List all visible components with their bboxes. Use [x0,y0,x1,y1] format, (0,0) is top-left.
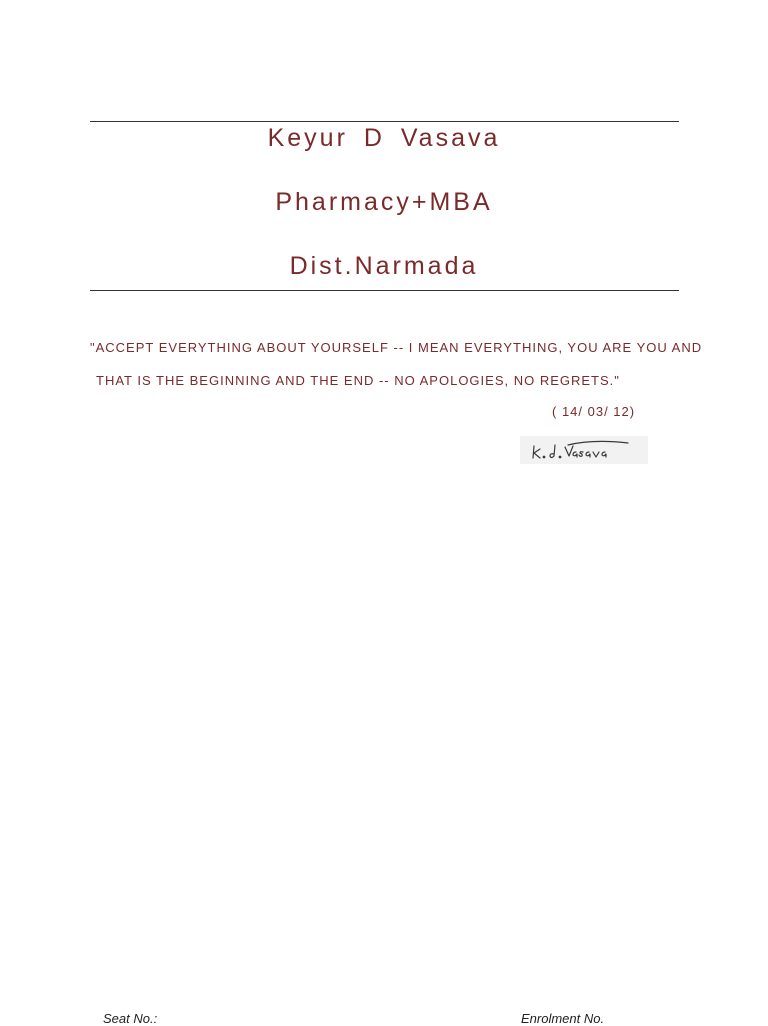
handwritten-signature [520,436,648,464]
quote-date: ( 14/ 03/ 12) [552,404,636,419]
author-name: Keyur D Vasava [267,124,501,152]
seat-number-label: Seat No.: [103,1011,158,1026]
author-district: Dist.Narmada [289,252,479,280]
enrolment-number-label: Enrolment No. [521,1011,605,1026]
quote-line-2: THAT IS THE BEGINNING AND THE END -- NO APOLOGIES, NO REGRETS." [96,373,620,388]
quote-line-1: "ACCEPT EVERYTHING ABOUT YOURSELF -- I MEAN EVERYTHING, YOU ARE YOU AND [90,340,703,355]
bottom-divider [90,290,679,291]
author-degree: Pharmacy+MBA [275,188,493,216]
signature-icon [520,436,648,464]
top-divider [90,121,679,122]
